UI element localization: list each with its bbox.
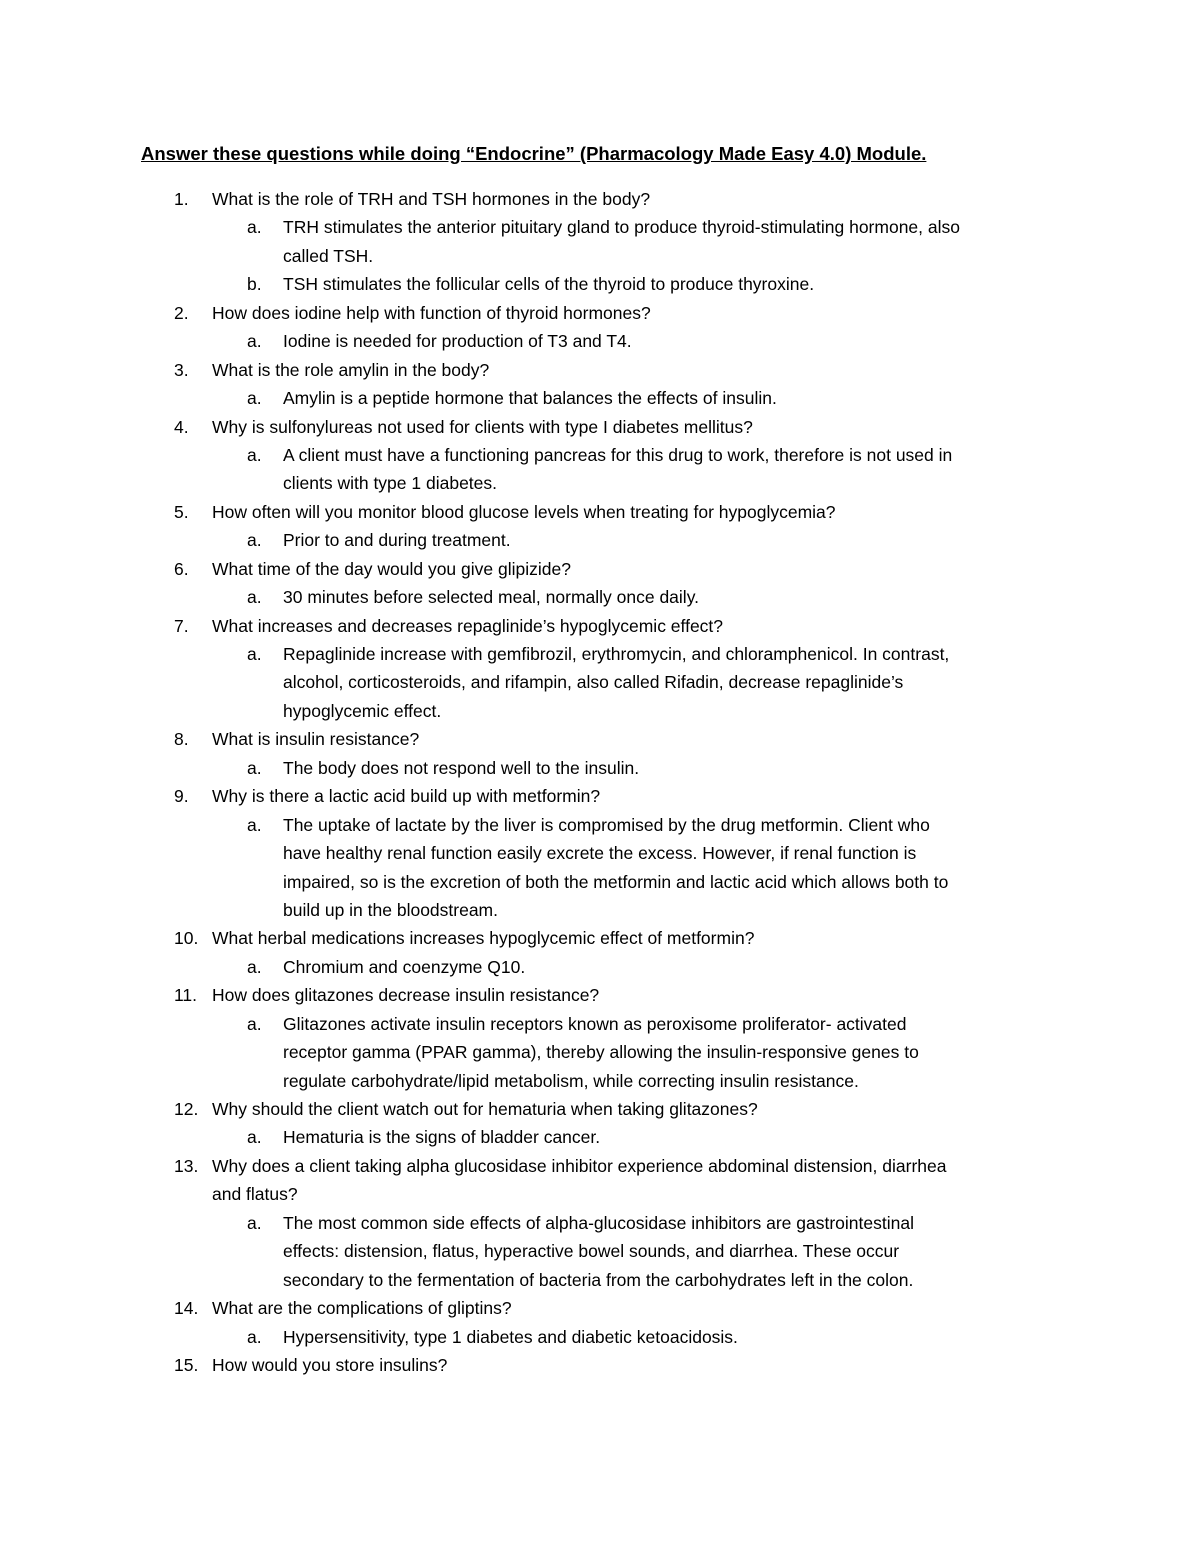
question-line <box>0 1294 1200 1322</box>
question-text: How often will you monitor blood glucose levels when treating for hypoglycemia? <box>212 501 836 522</box>
answer-line <box>0 668 1200 696</box>
answer-line <box>0 896 1200 924</box>
answer-letter: a. <box>247 956 262 977</box>
question-text: How would you store insulins? <box>212 1354 448 1375</box>
question-line <box>0 612 1200 640</box>
answer-line <box>0 1123 1200 1151</box>
answer-line <box>0 469 1200 497</box>
answer-text: A client must have a functioning pancreas for this drug to work, therefore is not used in <box>283 444 953 465</box>
answer-text: effects: distension, flatus, hyperactive bowel sounds, and diarrhea. These occur <box>283 1241 900 1262</box>
question-line <box>0 924 1200 952</box>
question-number: 2. <box>174 302 189 323</box>
answer-line <box>0 213 1200 241</box>
question-text: What is the role amylin in the body? <box>212 359 490 380</box>
answer-letter: a. <box>247 587 262 608</box>
question-text: Why does a client taking alpha glucosidase inhibitor experience abdominal distension, diarrhea <box>212 1155 947 1176</box>
question-line <box>0 1351 1200 1379</box>
answer-line <box>0 640 1200 668</box>
question-number: 14. <box>174 1298 199 1319</box>
answer-line <box>0 697 1200 725</box>
question-text: What are the complications of gliptins? <box>212 1298 512 1319</box>
answer-text: Iodine is needed for production of T3 and T4. <box>283 331 632 352</box>
answer-text: 30 minutes before selected meal, normally once daily. <box>283 587 700 608</box>
answer-text: clients with type 1 diabetes. <box>283 473 498 494</box>
answer-letter: a. <box>247 217 262 238</box>
answer-letter: a. <box>247 1127 262 1148</box>
question-text: and flatus? <box>212 1184 298 1205</box>
answer-text: The body does not respond well to the insulin. <box>283 757 640 778</box>
question-number: 15. <box>174 1354 199 1375</box>
question-text: Why is sulfonylureas not used for clients with type I diabetes mellitus? <box>212 416 753 437</box>
question-number: 7. <box>174 615 189 636</box>
question-number: 1. <box>174 189 189 209</box>
answer-letter: a. <box>247 1013 262 1034</box>
answer-text: hypoglycemic effect. <box>283 700 442 721</box>
answer-text: impaired, so is the excretion of both the metformin and lactic acid which allows both to <box>283 871 949 892</box>
question-text: What time of the day would you give glipizide? <box>212 558 571 579</box>
question-line <box>0 1180 1200 1208</box>
answer-text: The most common side effects of alpha-glucosidase inhibitors are gastrointestinal <box>283 1212 914 1233</box>
answer-text: secondary to the fermentation of bacteria from the carbohydrates left in the colon. <box>283 1269 914 1290</box>
answer-text: TRH stimulates the anterior pituitary gland to produce thyroid-stimulating hormone, also <box>283 217 960 238</box>
question-line <box>0 299 1200 327</box>
answer-line <box>0 868 1200 896</box>
answer-line <box>0 441 1200 469</box>
question-number: 11. <box>174 985 198 1006</box>
question-line <box>0 1095 1200 1123</box>
answer-text: Glitazones activate insulin receptors known as peroxisome proliferator- activated <box>283 1013 907 1034</box>
question-line <box>0 498 1200 526</box>
answer-text: Prior to and during treatment. <box>283 530 511 551</box>
question-line <box>0 725 1200 753</box>
question-text: What herbal medications increases hypoglycemic effect of metformin? <box>212 928 755 949</box>
answer-line <box>0 1323 1200 1351</box>
answer-text: have healthy renal function easily excrete the excess. However, if renal function is <box>283 843 917 864</box>
question-text: What is the role of TRH and TSH hormones in the body? <box>212 189 651 209</box>
answer-letter: a. <box>247 388 262 409</box>
answer-letter: a. <box>247 331 262 352</box>
question-number: 3. <box>174 359 189 380</box>
question-line <box>0 981 1200 1009</box>
answer-line <box>0 526 1200 554</box>
question-text: What increases and decreases repaglinide’s hypoglycemic effect? <box>212 615 724 636</box>
answer-letter: a. <box>247 814 262 835</box>
question-number: 4. <box>174 416 189 437</box>
answer-letter: a. <box>247 444 262 465</box>
answer-text: Hematuria is the signs of bladder cancer. <box>283 1127 601 1148</box>
document-heading: Answer these questions while doing “Endocrine” (Pharmacology Made Easy 4.0) Module. <box>141 143 927 164</box>
question-number: 9. <box>174 786 189 807</box>
question-line <box>0 555 1200 583</box>
question-number: 13. <box>174 1155 199 1176</box>
answer-line <box>0 754 1200 782</box>
answer-line <box>0 1010 1200 1038</box>
question-line <box>0 356 1200 384</box>
answer-line <box>0 811 1200 839</box>
answer-text: Hypersensitivity, type 1 diabetes and diabetic ketoacidosis. <box>283 1326 738 1347</box>
answer-line <box>0 583 1200 611</box>
question-number: 12. <box>174 1099 199 1119</box>
question-text: Why is there a lactic acid build up with metformin? <box>212 786 601 807</box>
question-line <box>0 185 1200 213</box>
answer-letter: a. <box>247 530 262 551</box>
answer-line <box>0 270 1200 298</box>
question-line <box>0 413 1200 441</box>
question-text: How does glitazones decrease insulin resistance? <box>212 985 600 1006</box>
answer-line <box>0 1266 1200 1294</box>
answer-line <box>0 327 1200 355</box>
answer-text: The uptake of lactate by the liver is compromised by the drug metformin. Client who <box>283 814 930 835</box>
answer-letter: b. <box>247 274 262 295</box>
question-number: 6. <box>174 558 189 579</box>
answer-letter: a. <box>247 644 262 664</box>
answer-text: Repaglinide increase with gemfibrozil, erythromycin, and chloramphenicol. In contrast, <box>283 644 950 664</box>
question-line <box>0 1152 1200 1180</box>
answer-line <box>0 1067 1200 1095</box>
answer-line <box>0 953 1200 981</box>
answer-text: Chromium and coenzyme Q10. <box>283 956 526 977</box>
answer-text: build up in the bloodstream. <box>283 899 498 920</box>
answer-line <box>0 1237 1200 1265</box>
answer-text: TSH stimulates the follicular cells of the thyroid to produce thyroxine. <box>283 274 815 295</box>
answer-text: Amylin is a peptide hormone that balances the effects of insulin. <box>283 388 777 409</box>
question-number: 10. <box>174 928 199 949</box>
question-number: 8. <box>174 729 189 750</box>
answer-line <box>0 242 1200 270</box>
answer-text: receptor gamma (PPAR gamma), thereby allowing the insulin-responsive genes to <box>283 1042 919 1063</box>
question-text: How does iodine help with function of thyroid hormones? <box>212 302 651 323</box>
question-list <box>0 185 1200 1379</box>
answer-text: alcohol, corticosteroids, and rifampin, also called Rifadin, decrease repaglinide’s <box>283 672 904 693</box>
answer-line <box>0 384 1200 412</box>
answer-line <box>0 1038 1200 1066</box>
answer-line <box>0 1209 1200 1237</box>
answer-text: regulate carbohydrate/lipid metabolism, while correcting insulin resistance. <box>283 1070 859 1091</box>
question-number: 5. <box>174 501 189 522</box>
question-text: What is insulin resistance? <box>212 729 420 750</box>
answer-letter: a. <box>247 757 262 778</box>
question-text: Why should the client watch out for hematuria when taking glitazones? <box>212 1099 758 1119</box>
answer-letter: a. <box>247 1212 262 1233</box>
answer-letter: a. <box>247 1326 262 1347</box>
question-line <box>0 782 1200 810</box>
answer-line <box>0 839 1200 867</box>
answer-text: called TSH. <box>283 245 374 266</box>
